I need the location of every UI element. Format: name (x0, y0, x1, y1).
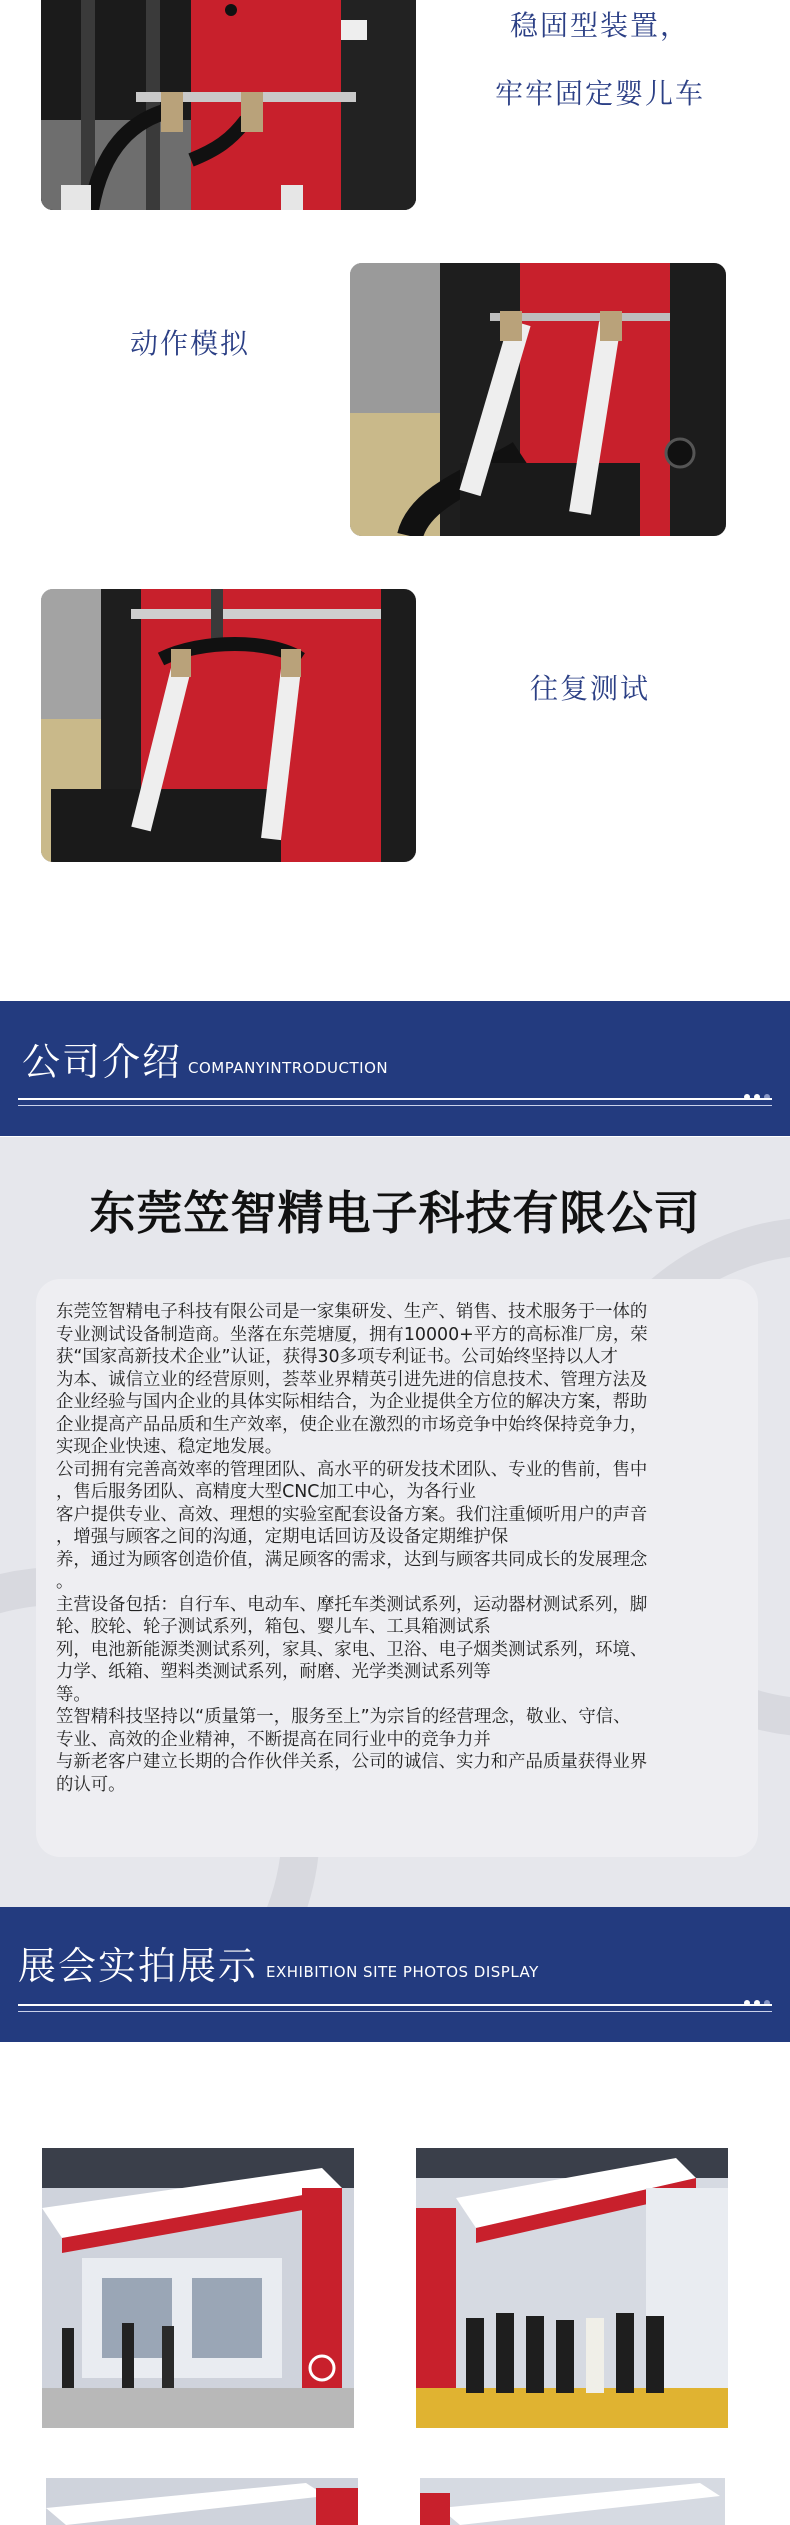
company-intro-heading: 公司介绍 (22, 1040, 183, 1084)
company-intro-banner (0, 1001, 790, 1136)
feature-1-title-line-1: 稳固型装置， (509, 9, 690, 42)
banner-divider-thin (18, 1105, 772, 1106)
company-name: 东莞笠智精电子科技有限公司 (89, 1186, 701, 1240)
feature-1-title-line-2: 牢牢固定婴儿车 (494, 77, 705, 110)
company-intro-text: 东莞笠智精电子科技有限公司是一家集研发、生产、销售、技术服务于一体的 专业测试设备制造商。坐落在东莞塘厦，拥有10000+平方的高标准厂房，荣 获“国家高新技术企业”认证，获得30多项专利证书。公司始终坚持以人才 为本、诚信立业的经营原则，荟萃业界精英引进先进的信息技术、管理方法及 企业经验与国内企业的具体实际相结合，为企业提供全方位的解决方案，帮助 企业提高产品品质和生产效率，使企业在激烈的市场竞争中始终保持竞争力， 实现企业快速、稳定地发展。 公司拥有完善高效率的管理团队、高水平的研发技术团队、专业的售前，售中 ，售后服务团队、高精度大型CNC加工中心，为各行业 客户提供专业、高效、理想的实验室配套设备方案。我们注重倾听用户的声音 ，增强与顾客之间的沟通，定期电话回访及设备定期维护保 养，通过为顾客创造价值，满足顾客的需求，达到与顾客共同成长的发展理念 。 主营设备包括：自行车、电动车、摩托车类测试系列，运动器材测试系列，脚 轮、胶轮、轮子测试系列，箱包、婴儿车、工具箱测试系 列，电池新能源类测试系列，家具、家电、卫浴、电子烟类测试系列，环境、 力学、纸箱、塑料类测试系列，耐磨、光学类测试系列等 等。 笠智精科技坚持以“质量第一，服务至上”为宗旨的经营理念，敬业、守信、 专业、高效的企业精神，不断提高在同行业中的竞争力并 与新老客户建立长期的合作伙伴关系，公司的诚信、实力和产品质量获得业界 的认可。 (56, 1302, 648, 1795)
banner-divider (18, 2004, 772, 2006)
test-machine-photo-3 (41, 589, 416, 862)
exhibition-subheading: EXHIBITION SITE PHOTOS DISPLAY (266, 1963, 539, 1981)
exhibition-photo-4 (420, 2478, 725, 2525)
exhibition-photo-3 (46, 2478, 358, 2525)
exhibition-banner (0, 1907, 790, 2042)
banner-dots-icon (740, 1085, 770, 1104)
test-machine-photo-1 (41, 0, 416, 210)
exhibition-heading: 展会实拍展示 (18, 1944, 259, 1988)
company-intro-card (36, 1279, 758, 1857)
banner-divider (18, 1098, 772, 1100)
exhibition-photo-2 (416, 2148, 728, 2428)
test-machine-photo-2 (350, 263, 726, 536)
company-section (0, 1137, 790, 1907)
banner-divider-thin (18, 2011, 772, 2012)
feature-2-title: 动作模拟 (129, 327, 250, 360)
company-intro-subheading: COMPANYINTRODUCTION (188, 1059, 389, 1077)
feature-3-title: 往复测试 (529, 672, 650, 705)
banner-dots-icon (740, 1991, 770, 2010)
exhibition-photo-1 (42, 2148, 354, 2428)
